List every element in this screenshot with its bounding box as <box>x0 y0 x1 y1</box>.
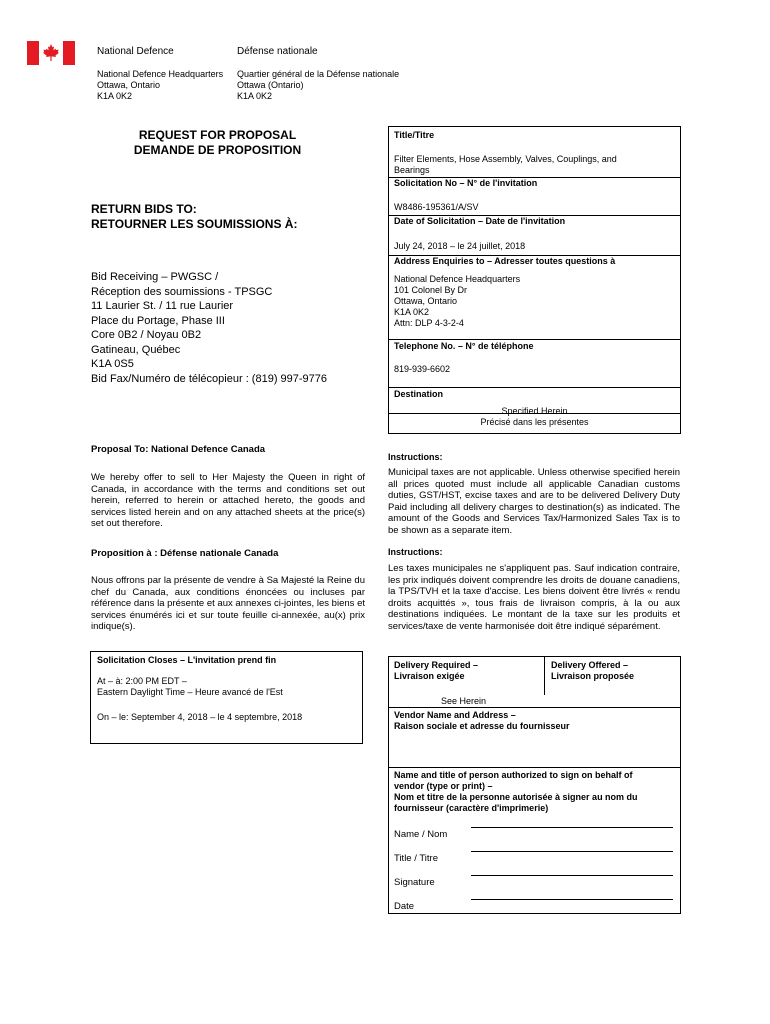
solicitation-info-box <box>388 126 681 414</box>
address-fr-line: Ottawa (Ontario) <box>237 80 304 90</box>
address-fr-line: Quartier général de la Défense nationale <box>237 69 400 79</box>
closes-label: Solicitation Closes – L'invitation prend fin <box>97 655 277 665</box>
signature-field-label: Signature <box>394 877 435 888</box>
address-fr-line: K1A 0K2 <box>237 91 273 101</box>
bid-address-line: Core 0B2 / Noyau 0B2 <box>91 329 202 341</box>
authorized-person-label <box>394 770 638 814</box>
vendor-name-label <box>394 710 570 732</box>
rfp-title <box>90 128 345 158</box>
vendor-label-line: Vendor Name and Address – <box>394 710 516 720</box>
enquiries-line: Ottawa, Ontario <box>394 296 458 306</box>
bid-address-line: Réception des soumissions - TPSGC <box>91 285 273 298</box>
rfp-title-fr: DEMANDE DE PROPOSITION <box>133 143 302 157</box>
title-value-line: Filter Elements, Hose Assembly, Valves, Couplings, and <box>394 154 617 164</box>
authorized-label-line: vendor (type or print) – <box>394 781 493 791</box>
delivery-offered-label <box>551 660 634 682</box>
proposal-to-en: Proposal To: National Defence Canada <box>91 444 266 455</box>
closes-time-line: At – à: 2:00 PM EDT – <box>97 676 187 686</box>
telephone-value: 819-939-6602 <box>394 364 451 374</box>
bid-address-line: Bid Receiving – PWGSC / <box>91 271 219 283</box>
rfp-title-en: REQUEST FOR PROPOSAL <box>138 128 297 142</box>
destination-line: Specified Herein <box>501 406 568 416</box>
address-en-line: K1A 0K2 <box>97 91 133 101</box>
closes-date: On – le: September 4, 2018 – le 4 septembre, 2018 <box>97 712 303 722</box>
authorized-label-line: Nom et titre de la personne autorisée à signer au nom du <box>394 792 638 802</box>
enquiries-label: Address Enquiries to – Adresser toutes questions à <box>394 256 616 266</box>
delivery-required-value: See Herein <box>441 696 487 706</box>
title-field-label: Title / Titre <box>394 853 438 864</box>
return-bids-title <box>91 202 297 232</box>
dept-name-fr: Défense nationale <box>237 46 318 57</box>
solicitation-date-value: July 24, 2018 – le 24 juillet, 2018 <box>394 241 526 251</box>
title-field[interactable] <box>471 851 673 852</box>
delivery-offered-line: Livraison proposée <box>551 671 635 681</box>
proposal-text-en: We hereby offer to sell to Her Majesty the Queen in right of Canada, in accordance with the terms and conditions set out herein, referred to herein or attached hereto, the goods and services listed herein and on any attached sheets at the price(s) set out therefore. <box>91 472 365 529</box>
delivery-vendor-box <box>388 656 681 914</box>
delivery-required-label <box>394 660 478 682</box>
solicitation-date-label: Date of Solicitation – Date de l'invitation <box>394 216 566 226</box>
vendor-label-line: Raison sociale et adresse du fournisseur <box>394 721 570 731</box>
solicitation-number-label: Solicitation No – N° de l'invitation <box>394 178 538 188</box>
telephone-label: Telephone No. – N° de téléphone <box>394 341 534 351</box>
name-field[interactable] <box>471 827 673 828</box>
enquiries-line: 101 Colonel By Dr <box>394 285 468 295</box>
address-en-line: National Defence Headquarters <box>97 69 224 79</box>
enquiries-line: K1A 0K2 <box>394 307 430 317</box>
enquiries-line: National Defence Headquarters <box>394 274 521 284</box>
delivery-required-line: Livraison exigée <box>394 671 465 681</box>
return-bids-title-fr: RETOURNER LES SOUMISSIONS À: <box>91 217 298 231</box>
title-value-line: Bearings <box>394 165 430 175</box>
canada-flag-logo <box>27 41 75 65</box>
instructions-label-fr: Instructions: <box>388 547 443 557</box>
delivery-offered-line: Delivery Offered – <box>551 660 629 670</box>
solicitation-closes-box <box>90 651 363 744</box>
closes-time-line: Eastern Daylight Time – Heure avancé de l'Est <box>97 687 283 697</box>
title-value <box>394 154 617 176</box>
proposal-to-fr: Proposition à : Défense nationale Canada <box>91 548 279 559</box>
bid-address-line: Bid Fax/Numéro de télécopieur : (819) 997-9776 <box>91 372 328 385</box>
authorized-label-line: Name and title of person authorized to sign on behalf of <box>394 770 633 780</box>
return-bids-title-en: RETURN BIDS TO: <box>91 202 197 216</box>
date-field[interactable] <box>471 899 673 900</box>
title-label: Title/Titre <box>394 130 435 140</box>
closes-time <box>97 676 283 698</box>
date-field-label: Date <box>394 901 415 912</box>
address-en <box>97 69 223 102</box>
enquiries-address <box>394 274 520 329</box>
destination-line: Précisé dans les présentes <box>480 417 589 427</box>
solicitation-number-value: W8486-195361/A/SV <box>394 202 479 212</box>
bid-address-line: Gatineau, Québec <box>91 343 181 356</box>
delivery-required-line: Delivery Required – <box>394 660 479 670</box>
bid-address-line: K1A 0S5 <box>91 358 134 370</box>
bid-receiving-address <box>91 270 327 386</box>
authorized-label-line: fournisseur (caractère d'imprimerie) <box>394 803 549 813</box>
bid-address-line: Place du Portage, Phase III <box>91 314 225 327</box>
address-en-line: Ottawa, Ontario <box>97 80 161 90</box>
signature-field[interactable] <box>471 875 673 876</box>
dept-name-en: National Defence <box>97 46 174 57</box>
instructions-text-en: Municipal taxes are not applicable. Unless otherwise specified herein all prices quoted must include all applicable Canadian customs duties, GST/HST, excise taxes and are to be delivered Delivery Duty Paid including all delivery charges to destination(s) as indicated. The amount of the Goods and Services Tax/Harmonized Sales Tax is to be shown as a separate item. <box>388 467 680 536</box>
instructions-text-fr: Les taxes municipales ne s'appliquent pas. Sauf indication contraire, les prix indiqués doivent comprendre les droits de douane canadiens, la TPS/TVH et la taxe d'accise. Les biens doivent être livrés « rendu droits acquittés », tous frais de livraison compris, à la ou aux destinations indiquées. Le montant de la taxe sur les produits et services/taxe de vente harmonisée doit être indiqué séparément. <box>388 563 680 632</box>
name-field-label: Name / Nom <box>394 829 448 840</box>
enquiries-line: Attn: DLP 4-3-2-4 <box>394 318 464 328</box>
proposal-text-fr: Nous offrons par la présente de vendre à Sa Majesté la Reine du chef du Canada, aux conditions énoncées ou incluses par référence dans la présente et aux annexes ci-jointes, les biens et services énumérés ici et sur toute feuille ci-annexée, au(x) prix indique(s). <box>91 575 365 632</box>
address-fr <box>237 69 399 102</box>
instructions-label-en: Instructions: <box>388 452 443 462</box>
bid-address-line: 11 Laurier St. / 11 rue Laurier <box>91 300 234 312</box>
destination-label: Destination <box>394 389 444 399</box>
